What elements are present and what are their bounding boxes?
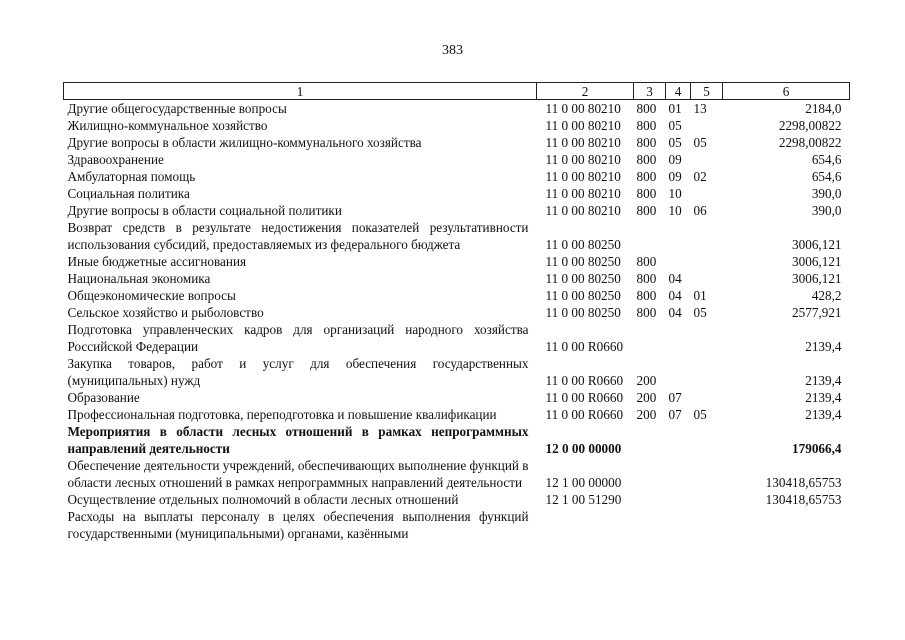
row-section xyxy=(666,423,691,457)
row-subsection: 13 xyxy=(693,101,707,116)
row-subsection xyxy=(691,321,723,355)
row-code: 11 0 00 80250 xyxy=(545,288,621,303)
row-amount: 130418,65753 xyxy=(765,475,842,490)
row-subsection xyxy=(691,389,723,406)
row-name: Возврат средств в результате недостижения показателей результативности использования субсидий, предоставляемых из федерального бюджета xyxy=(67,220,529,252)
row-section: 09 xyxy=(668,169,682,184)
row-amount: 179066,4 xyxy=(792,441,842,456)
row-name: Обеспечение деятельности учреждений, обеспечивающих выполнение функций в области лесных отношений в рамках непрограммных направлений деятельности xyxy=(67,458,529,490)
row-code: 12 0 00 00000 xyxy=(545,441,622,456)
row-name: Общеэкономические вопросы xyxy=(67,288,236,303)
row-expense-type: 800 xyxy=(636,203,657,218)
row-name: Закупка товаров, работ и услуг для обеспечения государственных (муниципальных) нужд xyxy=(67,356,529,388)
row-section xyxy=(666,321,691,355)
row-code: 11 0 00 80250 xyxy=(545,271,621,286)
row-section: 05 xyxy=(668,118,682,133)
row-subsection: 05 xyxy=(693,305,707,320)
row-code: 11 0 00 80210 xyxy=(545,152,621,167)
row-amount: 390,0 xyxy=(811,186,842,201)
row-name: Амбулаторная помощь xyxy=(67,169,196,184)
row-section: 04 xyxy=(668,288,682,303)
row-section: 07 xyxy=(668,407,682,422)
row-section xyxy=(666,253,691,270)
row-name: Другие вопросы в области социальной политики xyxy=(67,203,342,218)
row-name: Другие вопросы в области жилищно-коммунального хозяйства xyxy=(67,135,422,150)
row-amount: 2298,00822 xyxy=(778,118,842,133)
row-subsection xyxy=(691,491,723,508)
row-name: Национальная экономика xyxy=(67,271,211,286)
row-subsection: 05 xyxy=(693,407,707,422)
row-section: 05 xyxy=(668,135,682,150)
row-expense-type: 800 xyxy=(636,186,657,201)
row-expense-type: 800 xyxy=(636,254,657,269)
row-amount: 2577,921 xyxy=(792,305,842,320)
row-subsection xyxy=(691,117,723,134)
row-amount: 2139,4 xyxy=(805,339,842,354)
table-row xyxy=(64,304,850,321)
row-code: 11 0 00 R0660 xyxy=(545,373,624,388)
row-amount xyxy=(723,508,850,542)
row-code: 11 0 00 80210 xyxy=(545,118,621,133)
table-row xyxy=(64,117,850,134)
row-expense-type xyxy=(634,508,666,542)
row-section: 04 xyxy=(668,271,682,286)
table-body xyxy=(64,100,850,543)
row-expense-type xyxy=(634,321,666,355)
table-row xyxy=(64,423,850,457)
row-subsection xyxy=(691,270,723,287)
row-amount: 2139,4 xyxy=(805,373,842,388)
table-row xyxy=(64,321,850,355)
row-section: 10 xyxy=(668,186,682,201)
row-amount: 3006,121 xyxy=(792,237,842,252)
table-row xyxy=(64,151,850,168)
row-subsection xyxy=(691,253,723,270)
header-row xyxy=(64,83,850,100)
row-name: Здравоохранение xyxy=(67,152,164,167)
row-expense-type: 200 xyxy=(636,373,657,388)
row-name: Осуществление отдельных полномочий в области лесных отношений xyxy=(67,492,459,507)
table-row xyxy=(64,253,850,270)
row-code: 12 1 00 51290 xyxy=(545,492,622,507)
row-expense-type: 800 xyxy=(636,305,657,320)
table-row xyxy=(64,355,850,389)
row-name: Образование xyxy=(67,390,140,405)
row-section xyxy=(666,219,691,253)
row-code: 11 0 00 80250 xyxy=(545,237,621,252)
row-code: 11 0 00 80250 xyxy=(545,305,621,320)
row-amount: 654,6 xyxy=(811,169,842,184)
row-subsection: 01 xyxy=(693,288,707,303)
row-name: Расходы на выплаты персоналу в целях обеспечения выполнения функций государственными (муниципальными) органами, казёнными xyxy=(67,509,529,541)
table-row xyxy=(64,491,850,508)
row-code: 11 0 00 80210 xyxy=(545,101,621,116)
row-expense-type: 800 xyxy=(636,135,657,150)
row-section: 10 xyxy=(668,203,682,218)
row-expense-type xyxy=(634,219,666,253)
row-section xyxy=(666,457,691,491)
row-subsection xyxy=(691,355,723,389)
row-name: Подготовка управленческих кадров для организаций народного хозяйства Российской Федерации xyxy=(67,322,529,354)
page-number: 383 xyxy=(442,43,463,58)
row-code: 12 1 00 00000 xyxy=(545,475,622,490)
budget-table xyxy=(63,82,850,542)
row-expense-type xyxy=(634,423,666,457)
table-row xyxy=(64,287,850,304)
row-code: 11 0 00 80210 xyxy=(545,135,621,150)
row-amount: 3006,121 xyxy=(792,271,842,286)
row-name: Другие общегосударственные вопросы xyxy=(67,101,287,116)
table-row xyxy=(64,508,850,542)
row-expense-type: 800 xyxy=(636,271,657,286)
row-subsection xyxy=(691,219,723,253)
row-subsection xyxy=(691,151,723,168)
row-name: Профессиональная подготовка, переподготовка и повышение квалификации xyxy=(67,407,497,422)
row-name: Социальная политика xyxy=(67,186,190,201)
row-amount: 2139,4 xyxy=(805,390,842,405)
row-expense-type: 800 xyxy=(636,152,657,167)
row-name: Сельское хозяйство и рыболовство xyxy=(67,305,264,320)
row-name: Мероприятия в области лесных отношений в рамках непрограммных направлений деятельности xyxy=(67,424,529,456)
row-expense-type: 200 xyxy=(636,407,657,422)
row-amount: 2184,0 xyxy=(805,101,842,116)
row-amount: 130418,65753 xyxy=(765,492,842,507)
row-expense-type xyxy=(634,457,666,491)
row-code: 11 0 00 80210 xyxy=(545,169,621,184)
table-row xyxy=(64,134,850,151)
table-row xyxy=(64,168,850,185)
header-col-6: 6 xyxy=(723,83,850,100)
row-code: 11 0 00 R0660 xyxy=(545,339,624,354)
header-col-3: 3 xyxy=(634,83,666,100)
row-name: Иные бюджетные ассигнования xyxy=(67,254,247,269)
header-col-4: 4 xyxy=(666,83,691,100)
row-code: 11 0 00 80250 xyxy=(545,254,621,269)
row-subsection: 02 xyxy=(693,169,707,184)
row-section xyxy=(666,355,691,389)
row-amount: 390,0 xyxy=(811,203,842,218)
table-row xyxy=(64,100,850,118)
row-amount: 2298,00822 xyxy=(778,135,842,150)
table-row xyxy=(64,389,850,406)
table-row xyxy=(64,202,850,219)
header-col-2: 2 xyxy=(537,83,634,100)
row-section: 04 xyxy=(668,305,682,320)
row-subsection: 05 xyxy=(693,135,707,150)
row-section: 01 xyxy=(668,101,682,116)
row-expense-type: 800 xyxy=(636,169,657,184)
row-code: 11 0 00 R0660 xyxy=(545,407,624,422)
row-section xyxy=(666,508,691,542)
row-subsection xyxy=(691,185,723,202)
row-amount: 654,6 xyxy=(811,152,842,167)
table-row xyxy=(64,219,850,253)
row-subsection: 06 xyxy=(693,203,707,218)
row-expense-type: 800 xyxy=(636,288,657,303)
table-row xyxy=(64,406,850,423)
row-subsection xyxy=(691,423,723,457)
header-col-5: 5 xyxy=(691,83,723,100)
row-code: 11 0 00 80210 xyxy=(545,186,621,201)
row-amount: 428,2 xyxy=(811,288,842,303)
row-section xyxy=(666,491,691,508)
row-expense-type: 800 xyxy=(636,101,657,116)
header-col-1: 1 xyxy=(64,83,537,100)
table-row xyxy=(64,185,850,202)
row-subsection xyxy=(691,508,723,542)
row-code: 11 0 00 80210 xyxy=(545,203,621,218)
table-row xyxy=(64,457,850,491)
row-expense-type: 200 xyxy=(636,390,657,405)
row-section: 07 xyxy=(668,390,682,405)
row-amount: 3006,121 xyxy=(792,254,842,269)
row-code xyxy=(537,508,634,542)
row-section: 09 xyxy=(668,152,682,167)
table-row xyxy=(64,270,850,287)
row-expense-type xyxy=(634,491,666,508)
row-code: 11 0 00 R0660 xyxy=(545,390,624,405)
row-subsection xyxy=(691,457,723,491)
row-expense-type: 800 xyxy=(636,118,657,133)
row-name: Жилищно-коммунальное хозяйство xyxy=(67,118,268,133)
row-amount: 2139,4 xyxy=(805,407,842,422)
